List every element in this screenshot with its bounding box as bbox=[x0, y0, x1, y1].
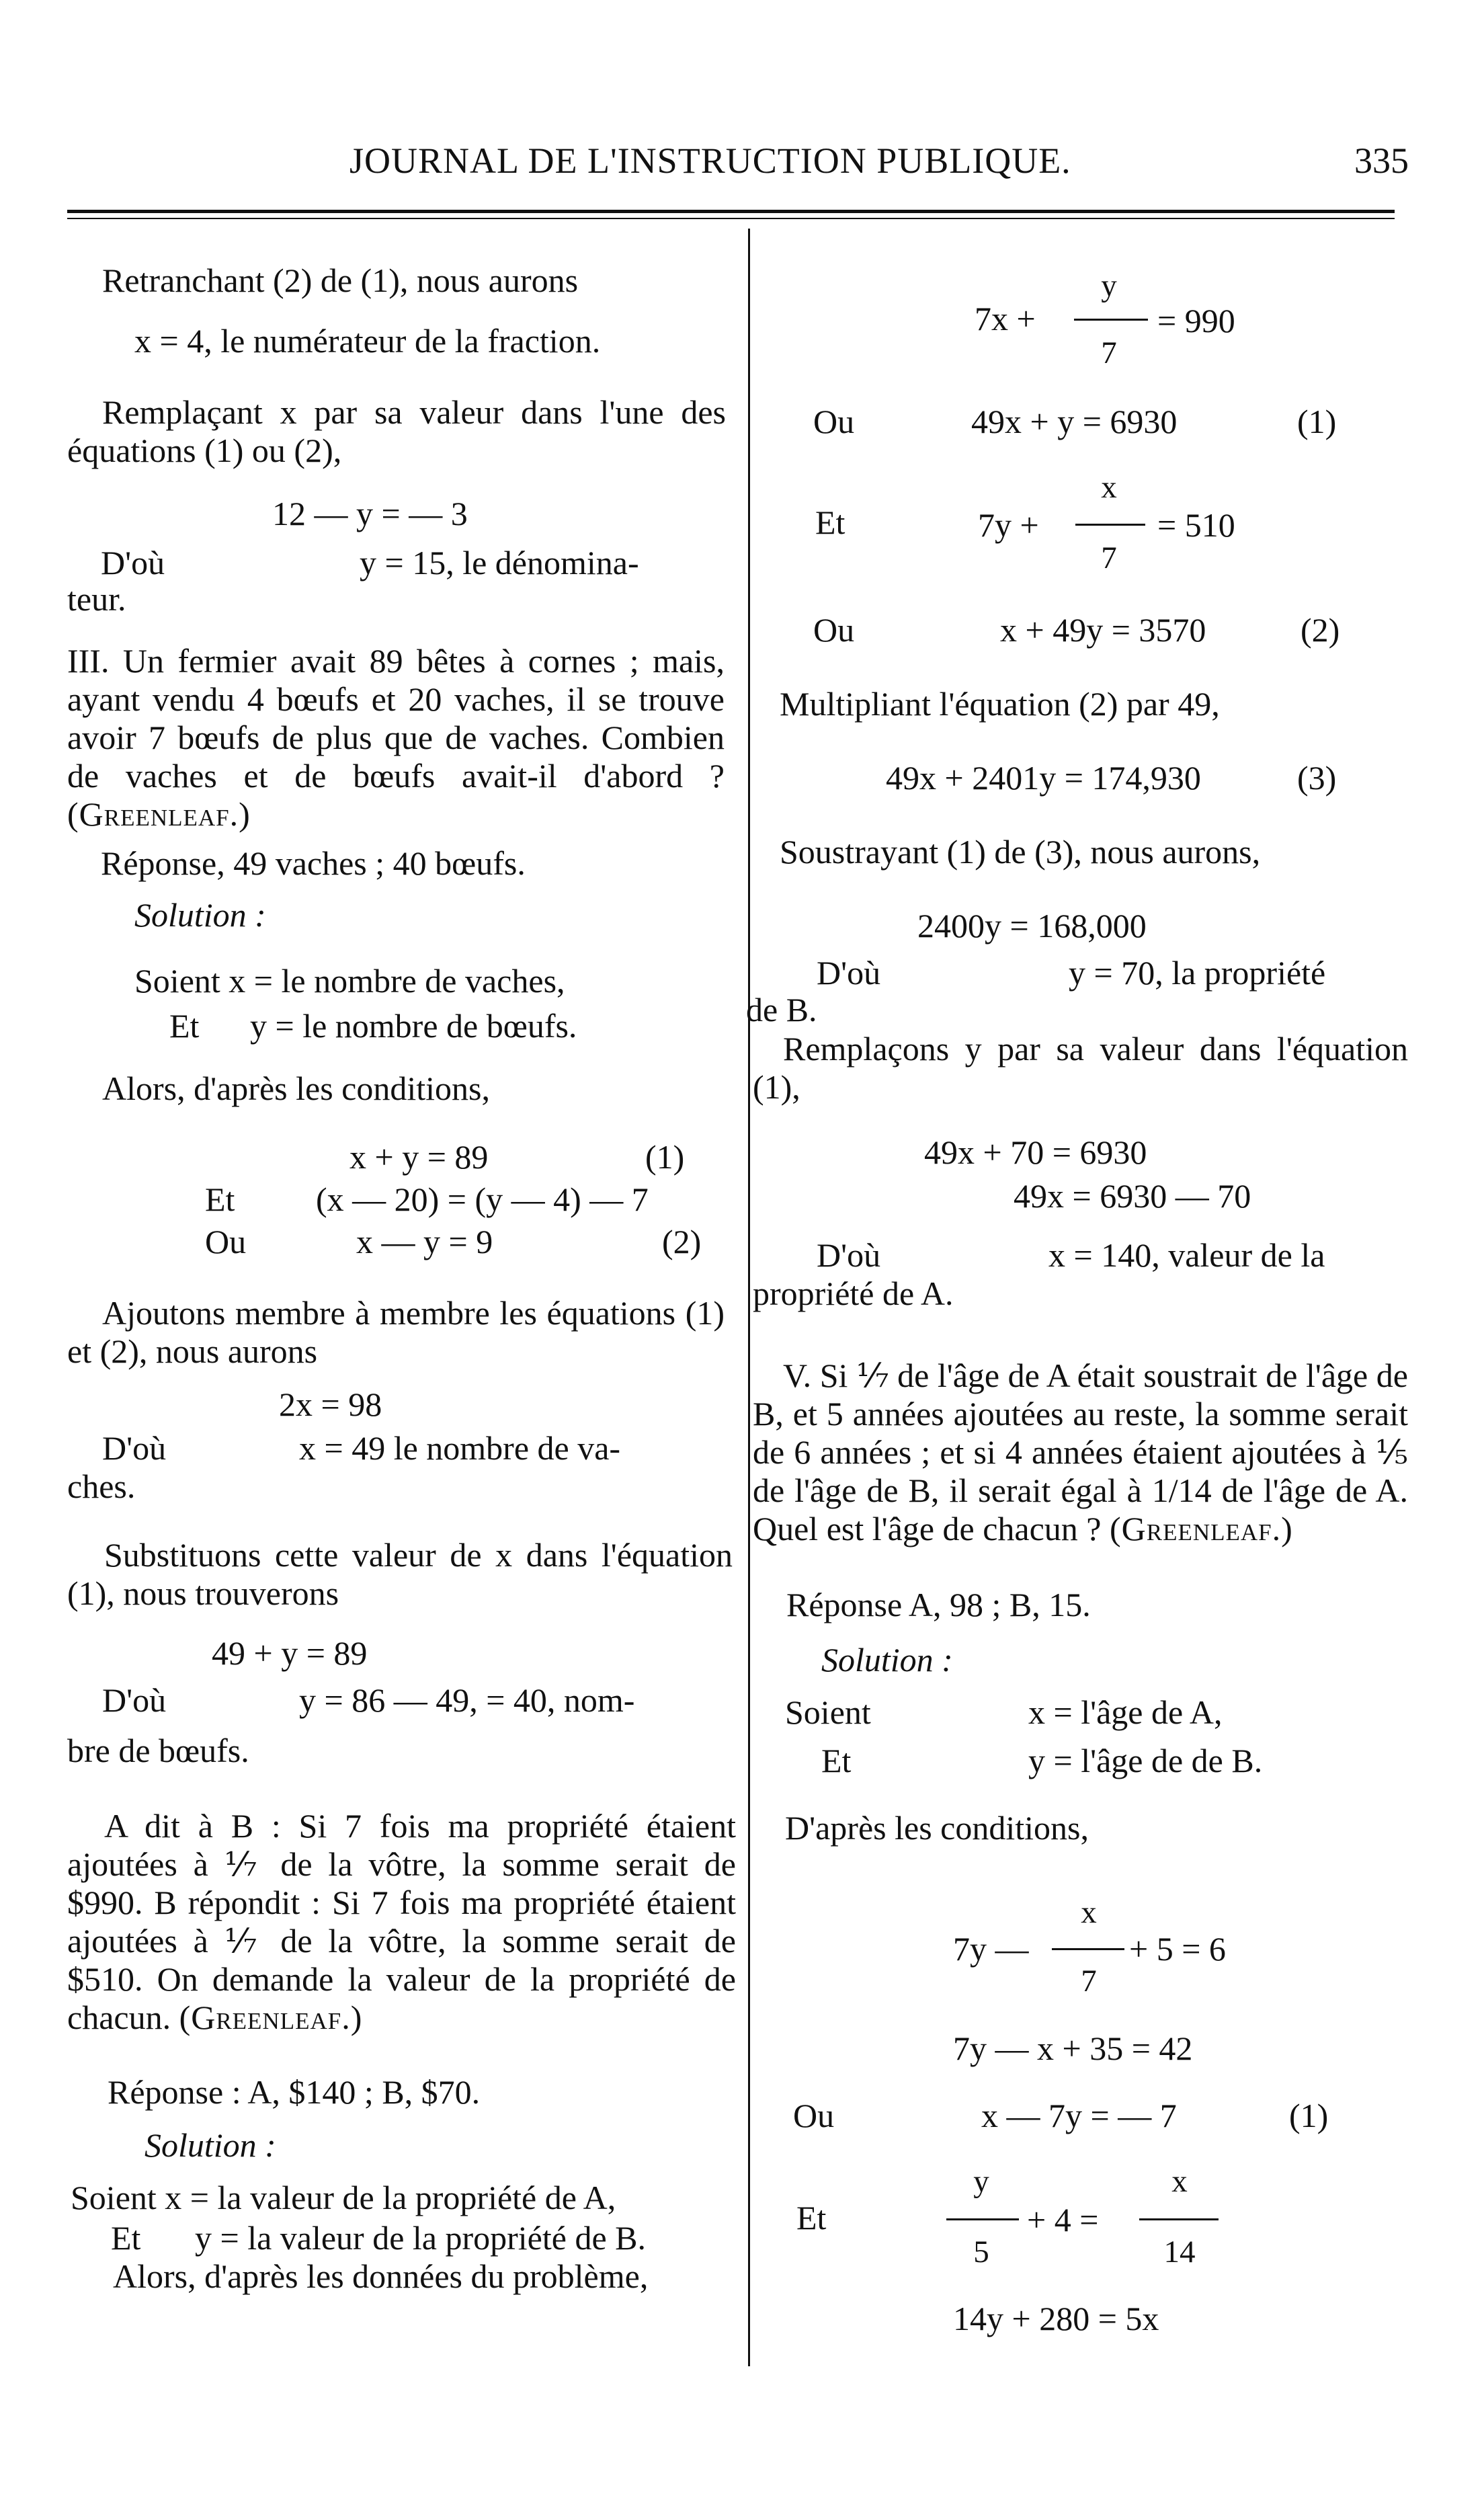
solution-heading: Solution : bbox=[145, 2126, 276, 2164]
fraction-numerator: y bbox=[1101, 268, 1117, 303]
equation: 49x + 2401y = 174,930 bbox=[886, 759, 1201, 797]
equation: y = 70, la propriété bbox=[1069, 954, 1326, 992]
equation-number: (1) bbox=[645, 1138, 685, 1176]
definition: Soient x = la valeur de la propriété de A, bbox=[71, 2179, 616, 2216]
equation: 7x + bbox=[975, 300, 1036, 337]
equation: 7y — bbox=[953, 1930, 1029, 1968]
equation-number: (1) bbox=[1297, 403, 1337, 440]
equation: + 5 = 6 bbox=[1129, 1930, 1226, 1968]
fraction-denominator: 5 bbox=[973, 2235, 989, 2269]
column-divider bbox=[748, 229, 750, 2366]
answer: Réponse : A, $140 ; B, $70. bbox=[108, 2073, 481, 2111]
equation: x = 140, valeur de la bbox=[1048, 1236, 1325, 1274]
text-line: D'où bbox=[101, 544, 165, 581]
text-line: propriété de A. bbox=[753, 1275, 954, 1312]
equation: y = 86 — 49, = 40, nom- bbox=[299, 1681, 635, 1719]
definition: y = le nombre de bœufs. bbox=[250, 1007, 577, 1045]
header-rule-bottom bbox=[67, 218, 1395, 219]
equation: 2400y = 168,000 bbox=[917, 907, 1147, 944]
equation: 14y + 280 = 5x bbox=[953, 2300, 1159, 2337]
paragraph: Remplaçons y par sa valeur dans l'équation (1), bbox=[753, 1030, 1408, 1106]
equation: x = 49 le nombre de va- bbox=[299, 1429, 621, 1467]
text-line: Soustrayant (1) de (3), nous aurons, bbox=[780, 833, 1261, 871]
text-line: bre de bœufs. bbox=[67, 1732, 249, 1769]
paragraph: Alors, d'après les données du problème, bbox=[113, 2257, 649, 2295]
fraction-numerator: y bbox=[973, 2164, 989, 2199]
definition-word: Soient bbox=[785, 1693, 871, 1731]
source-citation: (Greenleaf.) bbox=[1109, 1510, 1293, 1547]
equation-word: Et bbox=[815, 504, 846, 541]
equation-word: Et bbox=[205, 1180, 235, 1218]
equation-number: (3) bbox=[1297, 759, 1337, 797]
equation: 7y — x + 35 = 42 bbox=[953, 2029, 1193, 2067]
equation: 49x = 6930 — 70 bbox=[1014, 1177, 1251, 1215]
definition-word: Et bbox=[169, 1007, 200, 1045]
equation: x — 7y = — 7 bbox=[981, 2097, 1177, 2134]
paragraph: Substituons cette valeur de x dans l'équation (1), nous trouverons bbox=[67, 1536, 733, 1612]
fraction-bar bbox=[946, 2218, 1019, 2220]
paragraph: Ajoutons membre à membre les équations (1) et (2), nous aurons bbox=[67, 1294, 725, 1370]
source-citation: (Greenleaf.) bbox=[179, 1999, 363, 2036]
equation: = 990 bbox=[1157, 302, 1235, 339]
text-line: D'où bbox=[102, 1429, 167, 1467]
text-line: Retranchant (2) de (1), nous aurons bbox=[102, 262, 579, 299]
solution-heading: Solution : bbox=[134, 896, 266, 934]
fraction-denominator: 7 bbox=[1101, 335, 1117, 370]
equation: x + y = 89 bbox=[349, 1138, 489, 1176]
equation-word: Ou bbox=[793, 2097, 835, 2134]
source-citation: (Greenleaf.) bbox=[67, 795, 251, 833]
fraction-bar bbox=[1139, 2218, 1219, 2220]
definition: y = l'âge de de B. bbox=[1028, 1742, 1263, 1779]
paragraph: Remplaçant x par sa valeur dans l'une des équations (1) ou (2), bbox=[67, 393, 726, 469]
fraction-numerator: x bbox=[1171, 2164, 1188, 2199]
text-line: de B. bbox=[746, 991, 817, 1029]
equation: 12 — y = — 3 bbox=[272, 495, 468, 532]
text-line: D'où bbox=[102, 1681, 167, 1719]
problem-paragraph bbox=[67, 642, 725, 834]
fraction-denominator: 7 bbox=[1101, 540, 1117, 575]
equation-word: Et bbox=[796, 2199, 827, 2237]
definition-word: Et bbox=[821, 1742, 852, 1779]
fraction-denominator: 7 bbox=[1081, 1964, 1097, 1999]
text-line: D'après les conditions, bbox=[785, 1809, 1089, 1847]
problem-paragraph bbox=[753, 1357, 1408, 1548]
equation-word: Ou bbox=[205, 1223, 247, 1260]
text-line: D'où bbox=[817, 954, 881, 992]
header-rule-top bbox=[67, 210, 1395, 213]
equation: y = 15, le dénomina- bbox=[360, 544, 639, 581]
problem-text: V. Si ⅐ de l'âge de A était soustrait de l'âge de B, et 5 années ajoutées au reste, la somme serait de 6 années ; et si 4 années étaient ajoutées à ⅕ de l'âge de B, il serait égal à 1/14 de l'âge de A. Quel est l'âge de chacun ? bbox=[753, 1357, 1408, 1547]
equation: x = 4, le numérateur de la fraction. bbox=[134, 322, 601, 360]
equation-number: (1) bbox=[1289, 2097, 1329, 2134]
equation-number: (2) bbox=[1301, 611, 1340, 649]
problem-text: III. Un fermier avait 89 bêtes à cornes ; mais, ayant vendu 4 bœufs et 20 vaches, il se trouve avoir 7 bœufs de plus que de vaches. Combien de vaches et de bœufs avait-il d'abord ? bbox=[67, 642, 725, 795]
definition: y = la valeur de la propriété de B. bbox=[195, 2219, 646, 2257]
definition-word: Et bbox=[111, 2219, 141, 2257]
solution-heading: Solution : bbox=[821, 1641, 953, 1679]
problem-text: A dit à B : Si 7 fois ma propriété étaient ajoutées à ⅐ de la vôtre, la somme serait de $990. B répondit : Si 7 fois ma propriété étaient ajoutées à ⅐ de la vôtre, la somme serait de $510. On demande la valeur de la propriété de chacun. bbox=[67, 1807, 736, 2036]
equation: 7y + bbox=[978, 506, 1039, 544]
fraction-numerator: x bbox=[1081, 1895, 1097, 1930]
fraction-bar bbox=[1052, 1948, 1124, 1950]
equation: (x — 20) = (y — 4) — 7 bbox=[316, 1180, 649, 1218]
equation: + 4 = bbox=[1027, 2201, 1099, 2239]
problem-paragraph bbox=[67, 1807, 736, 2037]
page-number: 335 bbox=[1354, 140, 1409, 181]
equation: 2x = 98 bbox=[279, 1385, 382, 1423]
fraction-denominator: 14 bbox=[1163, 2235, 1196, 2269]
answer: Réponse A, 98 ; B, 15. bbox=[786, 1586, 1091, 1623]
answer: Réponse, 49 vaches ; 40 bœufs. bbox=[101, 844, 526, 882]
definition: x = l'âge de A, bbox=[1028, 1693, 1223, 1731]
text-line: D'où bbox=[817, 1236, 881, 1274]
equation: = 510 bbox=[1157, 506, 1235, 544]
equation: 49x + y = 6930 bbox=[971, 403, 1178, 440]
equation-word: Ou bbox=[813, 403, 855, 440]
text-line: ches. bbox=[67, 1467, 136, 1505]
equation: x — y = 9 bbox=[356, 1223, 493, 1260]
running-header: JOURNAL DE L'INSTRUCTION PUBLIQUE. bbox=[349, 140, 1071, 181]
fraction-bar bbox=[1074, 319, 1148, 321]
fraction-numerator: x bbox=[1101, 470, 1117, 505]
equation-number: (2) bbox=[662, 1223, 702, 1260]
equation: 49 + y = 89 bbox=[212, 1634, 368, 1672]
text-line: teur. bbox=[67, 580, 126, 618]
text-line: Multipliant l'équation (2) par 49, bbox=[780, 685, 1220, 723]
equation-word: Ou bbox=[813, 611, 855, 649]
equation: x + 49y = 3570 bbox=[1000, 611, 1206, 649]
text-line: Alors, d'après les conditions, bbox=[102, 1070, 490, 1107]
equation: 49x + 70 = 6930 bbox=[924, 1133, 1147, 1171]
fraction-bar bbox=[1075, 524, 1145, 526]
definition: Soient x = le nombre de vaches, bbox=[134, 962, 565, 1000]
